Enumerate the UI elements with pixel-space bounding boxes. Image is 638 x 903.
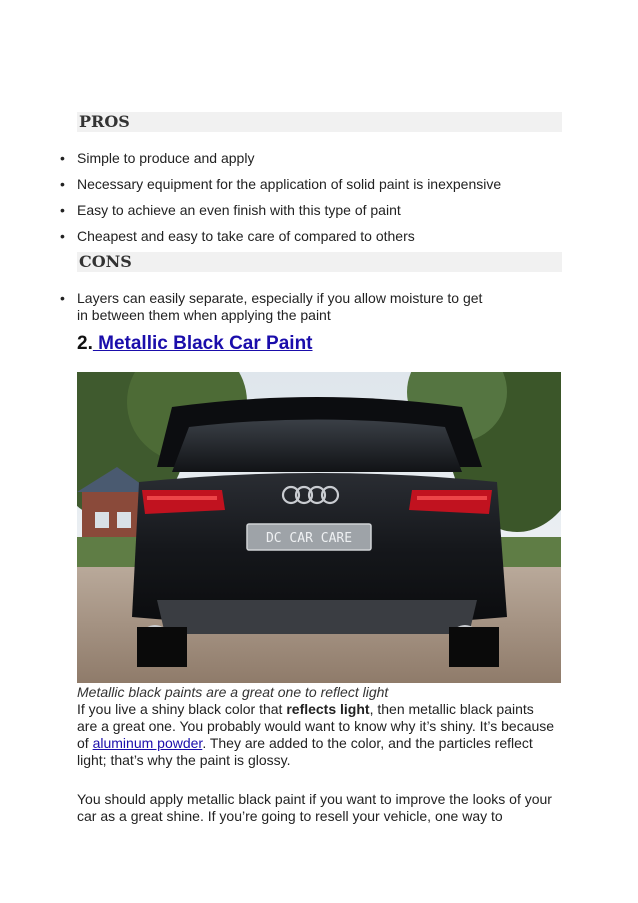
aluminum-powder-link[interactable]: aluminum powder bbox=[92, 735, 203, 751]
metallic-black-link[interactable]: Metallic Black Car Paint bbox=[92, 333, 313, 354]
list-item: • Necessary equipment for the application of solid paint is inexpensive bbox=[60, 176, 502, 192]
bullet-icon: • bbox=[60, 150, 65, 166]
car-rear-photo bbox=[77, 372, 561, 683]
list-item: • Simple to produce and apply bbox=[60, 150, 255, 166]
bullet-icon: • bbox=[60, 290, 65, 306]
image-caption: Metallic black paints are a great one to reflect light bbox=[77, 684, 389, 700]
list-item: • Easy to achieve an even finish with this type of paint bbox=[60, 202, 401, 218]
cons-list bbox=[0, 290, 560, 324]
bullet-icon: • bbox=[60, 228, 65, 244]
pros-list bbox=[0, 150, 560, 245]
pros-heading: PROS bbox=[77, 112, 562, 132]
bullet-icon: • bbox=[60, 176, 65, 192]
list-item: • Layers can easily separate, especially if you allow moisture to get in between them when applying the paint bbox=[60, 290, 483, 323]
bullet-icon: • bbox=[60, 202, 65, 218]
list-item: • Cheapest and easy to take care of compared to others bbox=[60, 228, 415, 244]
paragraph-apply: You should apply metallic black paint if you want to improve the looks of your car as a great shine. If you’re going to resell your vehicle, one way to bbox=[77, 791, 552, 824]
plate-text: DC CAR CARE bbox=[265, 531, 353, 546]
paragraph-aluminum: If you live a shiny black color that reflects light, then metallic black paints are a great one. You probably would want to know why it’s shiny. It’s because of aluminum powder. They are added to the color, and the particles reflect light; that’s why the paint is glossy. bbox=[77, 701, 555, 768]
cons-heading: CONS bbox=[77, 252, 562, 272]
section-heading: 2. Metallic Black Car Paint bbox=[77, 333, 313, 354]
